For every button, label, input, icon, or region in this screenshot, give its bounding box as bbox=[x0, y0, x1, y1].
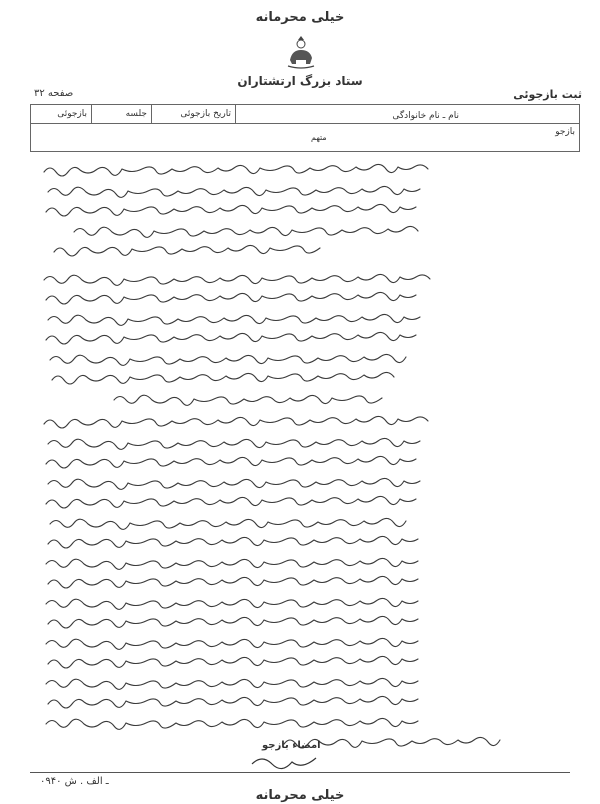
classification-bottom: خیلی محرمانه bbox=[255, 788, 345, 803]
interrogation-field: بازجوئی bbox=[57, 109, 87, 119]
accused-label: متهم bbox=[311, 133, 327, 142]
form-subrow bbox=[31, 123, 579, 151]
registration-label: ثبت بازجوئی bbox=[513, 88, 582, 101]
classification-top: خیلی محرمانه bbox=[255, 10, 345, 25]
signature-scrawl bbox=[250, 752, 320, 770]
handwritten-statement bbox=[34, 152, 574, 752]
interrogator-label: بازجو bbox=[555, 127, 575, 137]
name-field bbox=[235, 105, 579, 123]
interrogation-date-field: تاریخ بازجوئی bbox=[151, 105, 235, 123]
footer-divider bbox=[30, 772, 570, 773]
name-label: نام ـ نام خانوادگی bbox=[392, 111, 459, 121]
signature-label: امضاء بازجو bbox=[262, 740, 321, 751]
form-header-table bbox=[30, 104, 580, 152]
form-header-row bbox=[31, 105, 579, 124]
lion-and-sun-emblem-icon bbox=[284, 34, 318, 70]
organization-title: ستاد بزرگ ارتشتاران bbox=[237, 74, 363, 88]
page-number: صفحه ۳۲ bbox=[34, 88, 74, 99]
session-field: جلسه bbox=[91, 105, 151, 123]
document-code: ۰۹۴۰ ـ الف . ش bbox=[40, 776, 109, 787]
